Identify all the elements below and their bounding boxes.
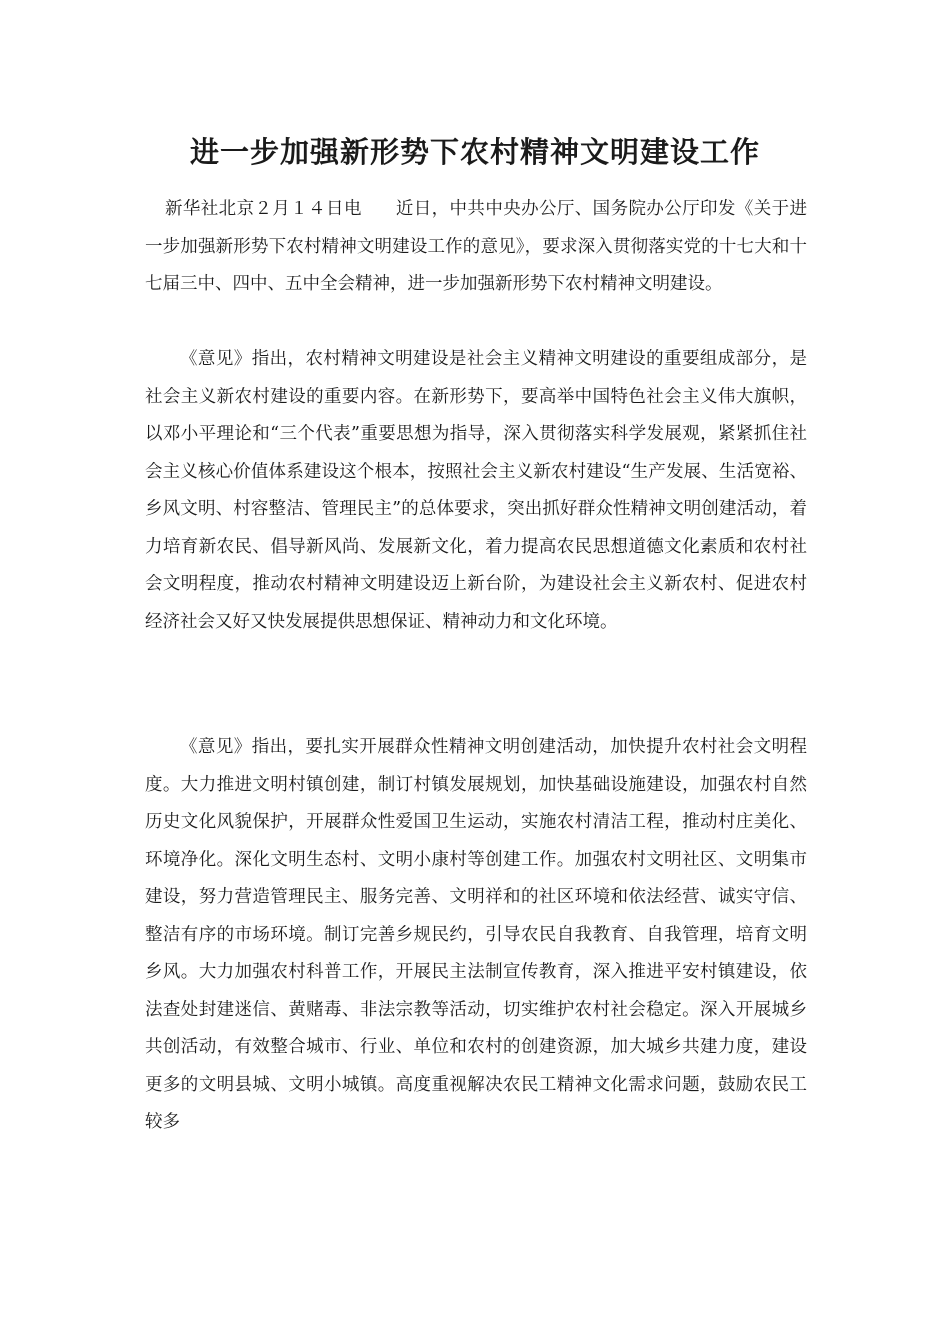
paragraph-1 — [145, 191, 807, 304]
paragraph-2: 《意见》指出，农村精神文明建设是社会主义精神文明建设的重要组成部分，是社会主义新农村建设的重要内容。在新形势下，要高举中国特色社会主义伟大旗帜，以邓小平理论和“三个代表”重要思想为指导，深入贯彻落实科学发展观，紧紧抓住社会主义核心价值体系建设这个根本，按照社会主义新农村建设“生产发展、生活宽裕、乡风文明、村容整洁、管理民主”的总体要求，突出抓好群众性精神文明创建活动，着力培育新农民、倡导新风尚、发展新文化，着力提高农民思想道德文化素质和农村社会文明程度，推动农村精神文明建设迈上新台阶，为建设社会主义新农村、促进农村经济社会又好又快发展提供思想保证、精神动力和文化环境。 — [145, 349, 807, 632]
news-dateline: 新华社北京２月１４日电 — [165, 199, 362, 219]
document-title: 进一步加强新形势下农村精神文明建设工作 — [189, 135, 760, 169]
paragraph-1-text: 近日，中共中央办公厅、国务院办公厅印发《关于进一步加强新形势下农村精神文明建设工作的意见》，要求深入贯彻落实党的十七大和十七届三中、四中、五中全会精神，进一步加强新形势下农村精神文明建设。 — [145, 199, 808, 294]
paragraph-3: 《意见》指出，要扎实开展群众性精神文明创建活动，加快提升农村社会文明程度。大力推进文明村镇创建，制订村镇发展规划，加快基础设施建设，加强农村自然历史文化风貌保护，开展群众性爱国卫生运动，实施农村清洁工程，推动村庄美化、环境净化。深化文明生态村、文明小康村等创建工作。加强农村文明社区、文明集市建设，努力营造管理民主、服务完善、文明祥和的社区环境和依法经营、诚实守信、整洁有序的市场环境。制订完善乡规民约，引导农民自我教育、自我管理，培育文明乡风。大力加强农村科普工作，开展民主法制宣传教育，深入推进平安村镇建设，依法查处封建迷信、黄赌毒、非法宗教等活动，切实维护农村社会稳定。深入开展城乡共创活动，有效整合城市、行业、单位和农村的创建资源，加大城乡共建力度，建设更多的文明县城、文明小城镇。高度重视解决农民工精神文化需求问题，鼓励农民工较多 — [145, 737, 807, 1132]
